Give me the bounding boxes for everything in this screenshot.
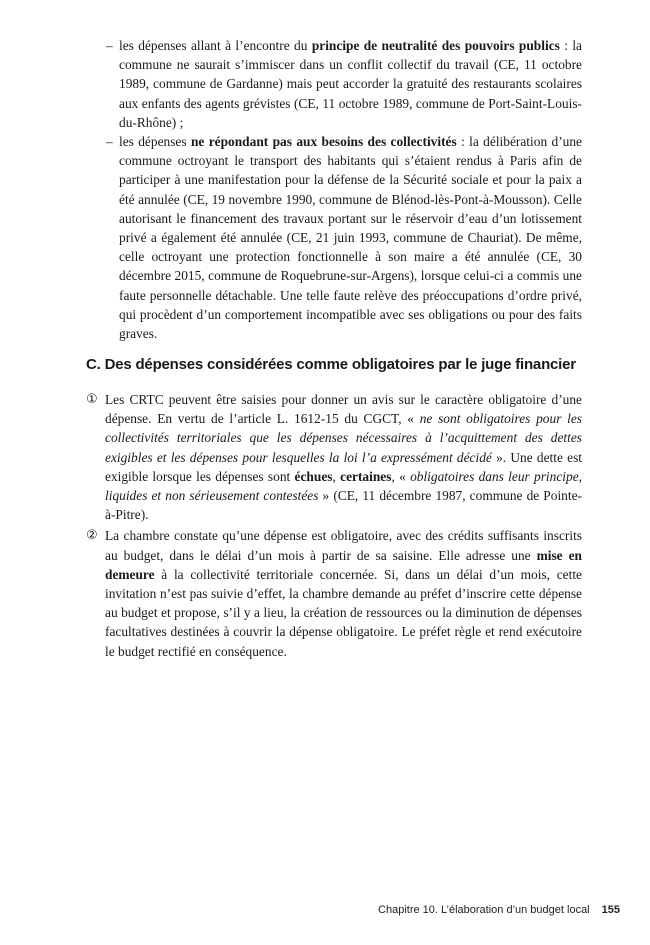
numbered-item-text — [105, 526, 582, 660]
text-run: » (CE, 11 décembre 1987, commune de Pointe-à-Pitre). — [105, 488, 582, 523]
text-run: ». Une dette est exigible lorsque les dépenses sont — [105, 449, 582, 484]
chapter-title: Chapitre 10. L’élaboration d’un budget local — [378, 904, 590, 916]
text-run: les dépenses — [119, 134, 191, 150]
bold-text-run: ne répondant pas aux besoins des collectivités — [190, 134, 457, 150]
italic-quote: ne sont obligatoires pour les collectivités territoriales que les dépenses nécessaires à l’acquittement des dettes exigibles et les dépenses pour lesquelles la loi l’a expressément décidé — [105, 411, 583, 465]
dash-list — [106, 36, 582, 343]
bold-text-run: mise en demeure — [105, 547, 582, 582]
dash-marker: – — [106, 134, 113, 150]
dash-list-item — [106, 132, 582, 343]
numbered-item-text — [105, 390, 582, 524]
text-run: : la commune ne saurait s’immiscer dans un conflit collectif du travail (CE, 11 octobre 1989, commune de Gardanne) mais peut accorder la gratuité des restaurants scolaires aux enfants des agents grévistes (CE, 11 octobre 1989, commune de Port-Saint-Louis-du-Rhône) ; — [119, 38, 582, 130]
numbered-list — [86, 390, 582, 663]
section-letter: C. — [86, 356, 101, 373]
dash-list-item — [106, 36, 582, 132]
page-number: 155 — [601, 904, 620, 916]
text-run: : la délibération d’une commune octroyant le transport des habitants qui s’étaient rendus à Paris afin de participer à une manifestation pour la défense de la Sécurité sociale et pour la paix a été annulée (CE, 19 novembre 1990, commune de Blénod-lès-Pont-à-Mousson). Celle autorisant le financement des travaux portant sur le réservoir d’eau d’un lotissement privé a également été annulée (CE, 21 juin 1993, commune de Chauriat). De même, celle octroyant une protection fonctionnelle à son maire a été annulée (CE, 30 décembre 2015, commune de Roquebrune-sur-Argens), lorsque celui-ci a commis une faute personnelle détachable. Une telle faute relève des préoccupations d’ordre privé, qui procèdent d’un comportement incompatible avec ses obligations ou pour des faits graves. — [119, 134, 582, 342]
page-footer — [378, 904, 620, 916]
text-run: , — [332, 468, 341, 484]
bold-text-run: échues — [294, 468, 333, 484]
dash-marker: – — [106, 38, 113, 53]
numbered-list-item — [86, 390, 582, 524]
text-run: Les CRTC peuvent être saisies pour donner un avis sur le caractère obligatoire d’une dépense. En vertu de l’article L. 1612-15 du CGCT, « — [105, 392, 582, 427]
dash-item-text — [119, 36, 582, 132]
text-run: à la collectivité territoriale concernée. Si, dans un délai d’un mois, cette invitation n’est pas suivie d’effet, la chambre demande au préfet d’inscrire cette dépense au budget et propose, s’il y a lieu, la création de ressources ou la diminution de dépenses facultatives destinées à couvrir la dépense obligatoire. Le préfet règle et rend exécutoire le budget rectifié en conséquence. — [105, 566, 582, 659]
text-run: , « — [391, 468, 411, 484]
circled-number-marker: ① — [86, 392, 98, 407]
circled-number-marker: ② — [86, 528, 98, 544]
bold-text-run: certaines — [340, 468, 392, 484]
numbered-list-item — [86, 526, 582, 660]
section-heading — [86, 356, 576, 373]
text-run: La chambre constate qu’une dépense est obligatoire, avec des crédits suffisants inscrits au budget, dans le délai d’un mois à partir de sa saisine. Elle adresse une — [105, 528, 582, 563]
italic-quote: obligatoires dans leur principe, liquides et non sérieusement contestées — [105, 468, 582, 504]
dash-item-text — [119, 132, 582, 343]
text-run: les dépenses allant à l’encontre du — [119, 38, 312, 53]
section-title: Des dépenses considérées comme obligatoires par le juge financier — [104, 356, 576, 373]
bold-text-run: principe de neutralité des pouvoirs publics — [311, 38, 560, 53]
